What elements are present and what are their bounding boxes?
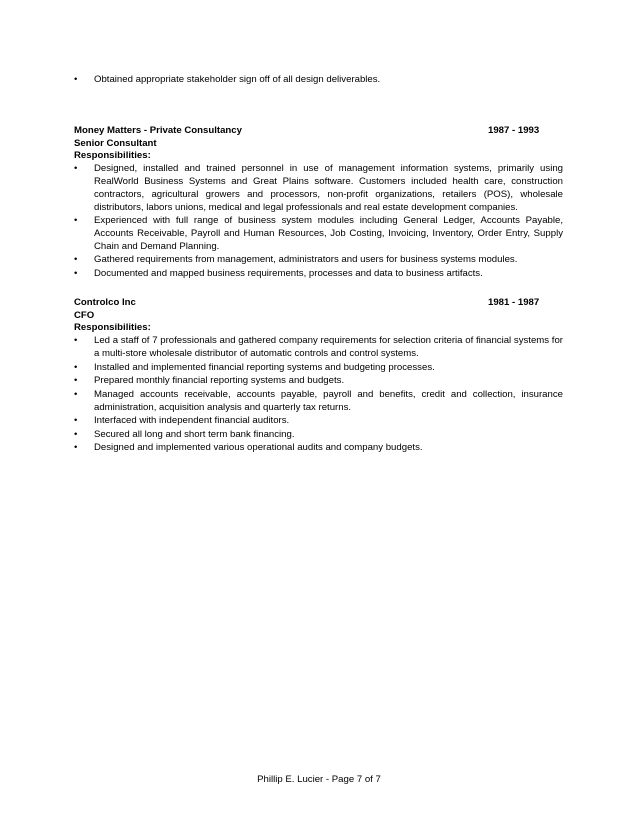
job-years: 1987 - 1993 [488,124,540,136]
list-item [74,268,563,281]
bullet-icon: • [74,415,78,427]
responsibilities-list [74,335,563,455]
bullet-text: Installed and implemented financial reporting systems and budgeting processes. [94,361,435,373]
bullet-icon: • [74,335,78,347]
list-item [74,163,563,214]
company-name: Controlco Inc [74,296,136,308]
job-years: 1981 - 1987 [488,296,540,308]
bullet-icon: • [74,74,78,85]
bullet-text: Designed, installed and trained personnel in use of management information systems, primarily using RealWorld Business Systems and Great Plains software. Customers included health care, construction contractors, agricultural growers and processors, non-profit organizations, retailers (POS), wholesale distributors, labors unions, medical and legal professionals and real estate development companies. [94,163,563,213]
bullet-icon: • [74,442,78,454]
list-item [74,254,563,267]
responsibilities-label: Responsibilities: [74,322,151,334]
list-item [74,429,563,442]
bullet-text: Prepared monthly financial reporting systems and budgets. [94,375,345,387]
bullet-icon: • [74,163,78,175]
bullet-text: Experienced with full range of business system modules including General Ledger, Accounts Payable, Accounts Receivable, Payroll and Human Resources, Job Costing, Invoicing, Inventory, Order Entry, Supply Chain and Demand Planning. [94,215,563,252]
bullet-text: Led a staff of 7 professionals and gathered company requirements for selection criteria of financial systems for a multi-store wholesale distributor of automatic controls and control systems. [94,335,563,359]
bullet-icon: • [74,388,78,400]
job-title: Senior Consultant [74,137,157,149]
job-heading [74,125,563,138]
list-item [74,215,563,253]
job-section-money-matters [74,125,563,281]
list-item [74,335,563,361]
list-item [74,442,563,455]
bullet-icon: • [74,375,78,387]
list-item [74,74,563,87]
job-heading [74,297,563,310]
bullet-icon: • [74,428,78,440]
job-title: CFO [74,309,95,321]
page-footer: Phillip E. Lucier - Page 7 of 7 [257,774,381,785]
bullet-text: Managed accounts receivable, accounts payable, payroll and benefits, credit and collection, insurance administration, acquisition analysis and quarterly tax returns. [94,388,563,413]
bullet-icon: • [74,361,78,373]
continued-bullet-list [74,74,563,87]
responsibilities-list [74,163,563,281]
list-item [74,415,563,428]
bullet-text: Obtained appropriate stakeholder sign off of all design deliverables. [94,74,381,85]
bullet-icon: • [74,254,78,266]
list-item [74,362,563,375]
responsibilities-label: Responsibilities: [74,150,151,162]
bullet-text: Secured all long and short term bank financing. [94,428,295,440]
bullet-text: Designed and implemented various operational audits and company budgets. [94,442,423,454]
page-content [74,74,563,456]
bullet-icon: • [74,267,78,279]
bullet-icon: • [74,215,78,227]
company-name: Money Matters - Private Consultancy [74,124,242,136]
job-section-controlco [74,297,563,455]
bullet-text: Gathered requirements from management, administrators and users for business systems modules. [94,254,518,266]
list-item [74,389,563,415]
bullet-text: Documented and mapped business requirements, processes and data to business artifacts. [94,267,483,279]
list-item [74,375,563,388]
bullet-text: Interfaced with independent financial auditors. [94,415,290,427]
